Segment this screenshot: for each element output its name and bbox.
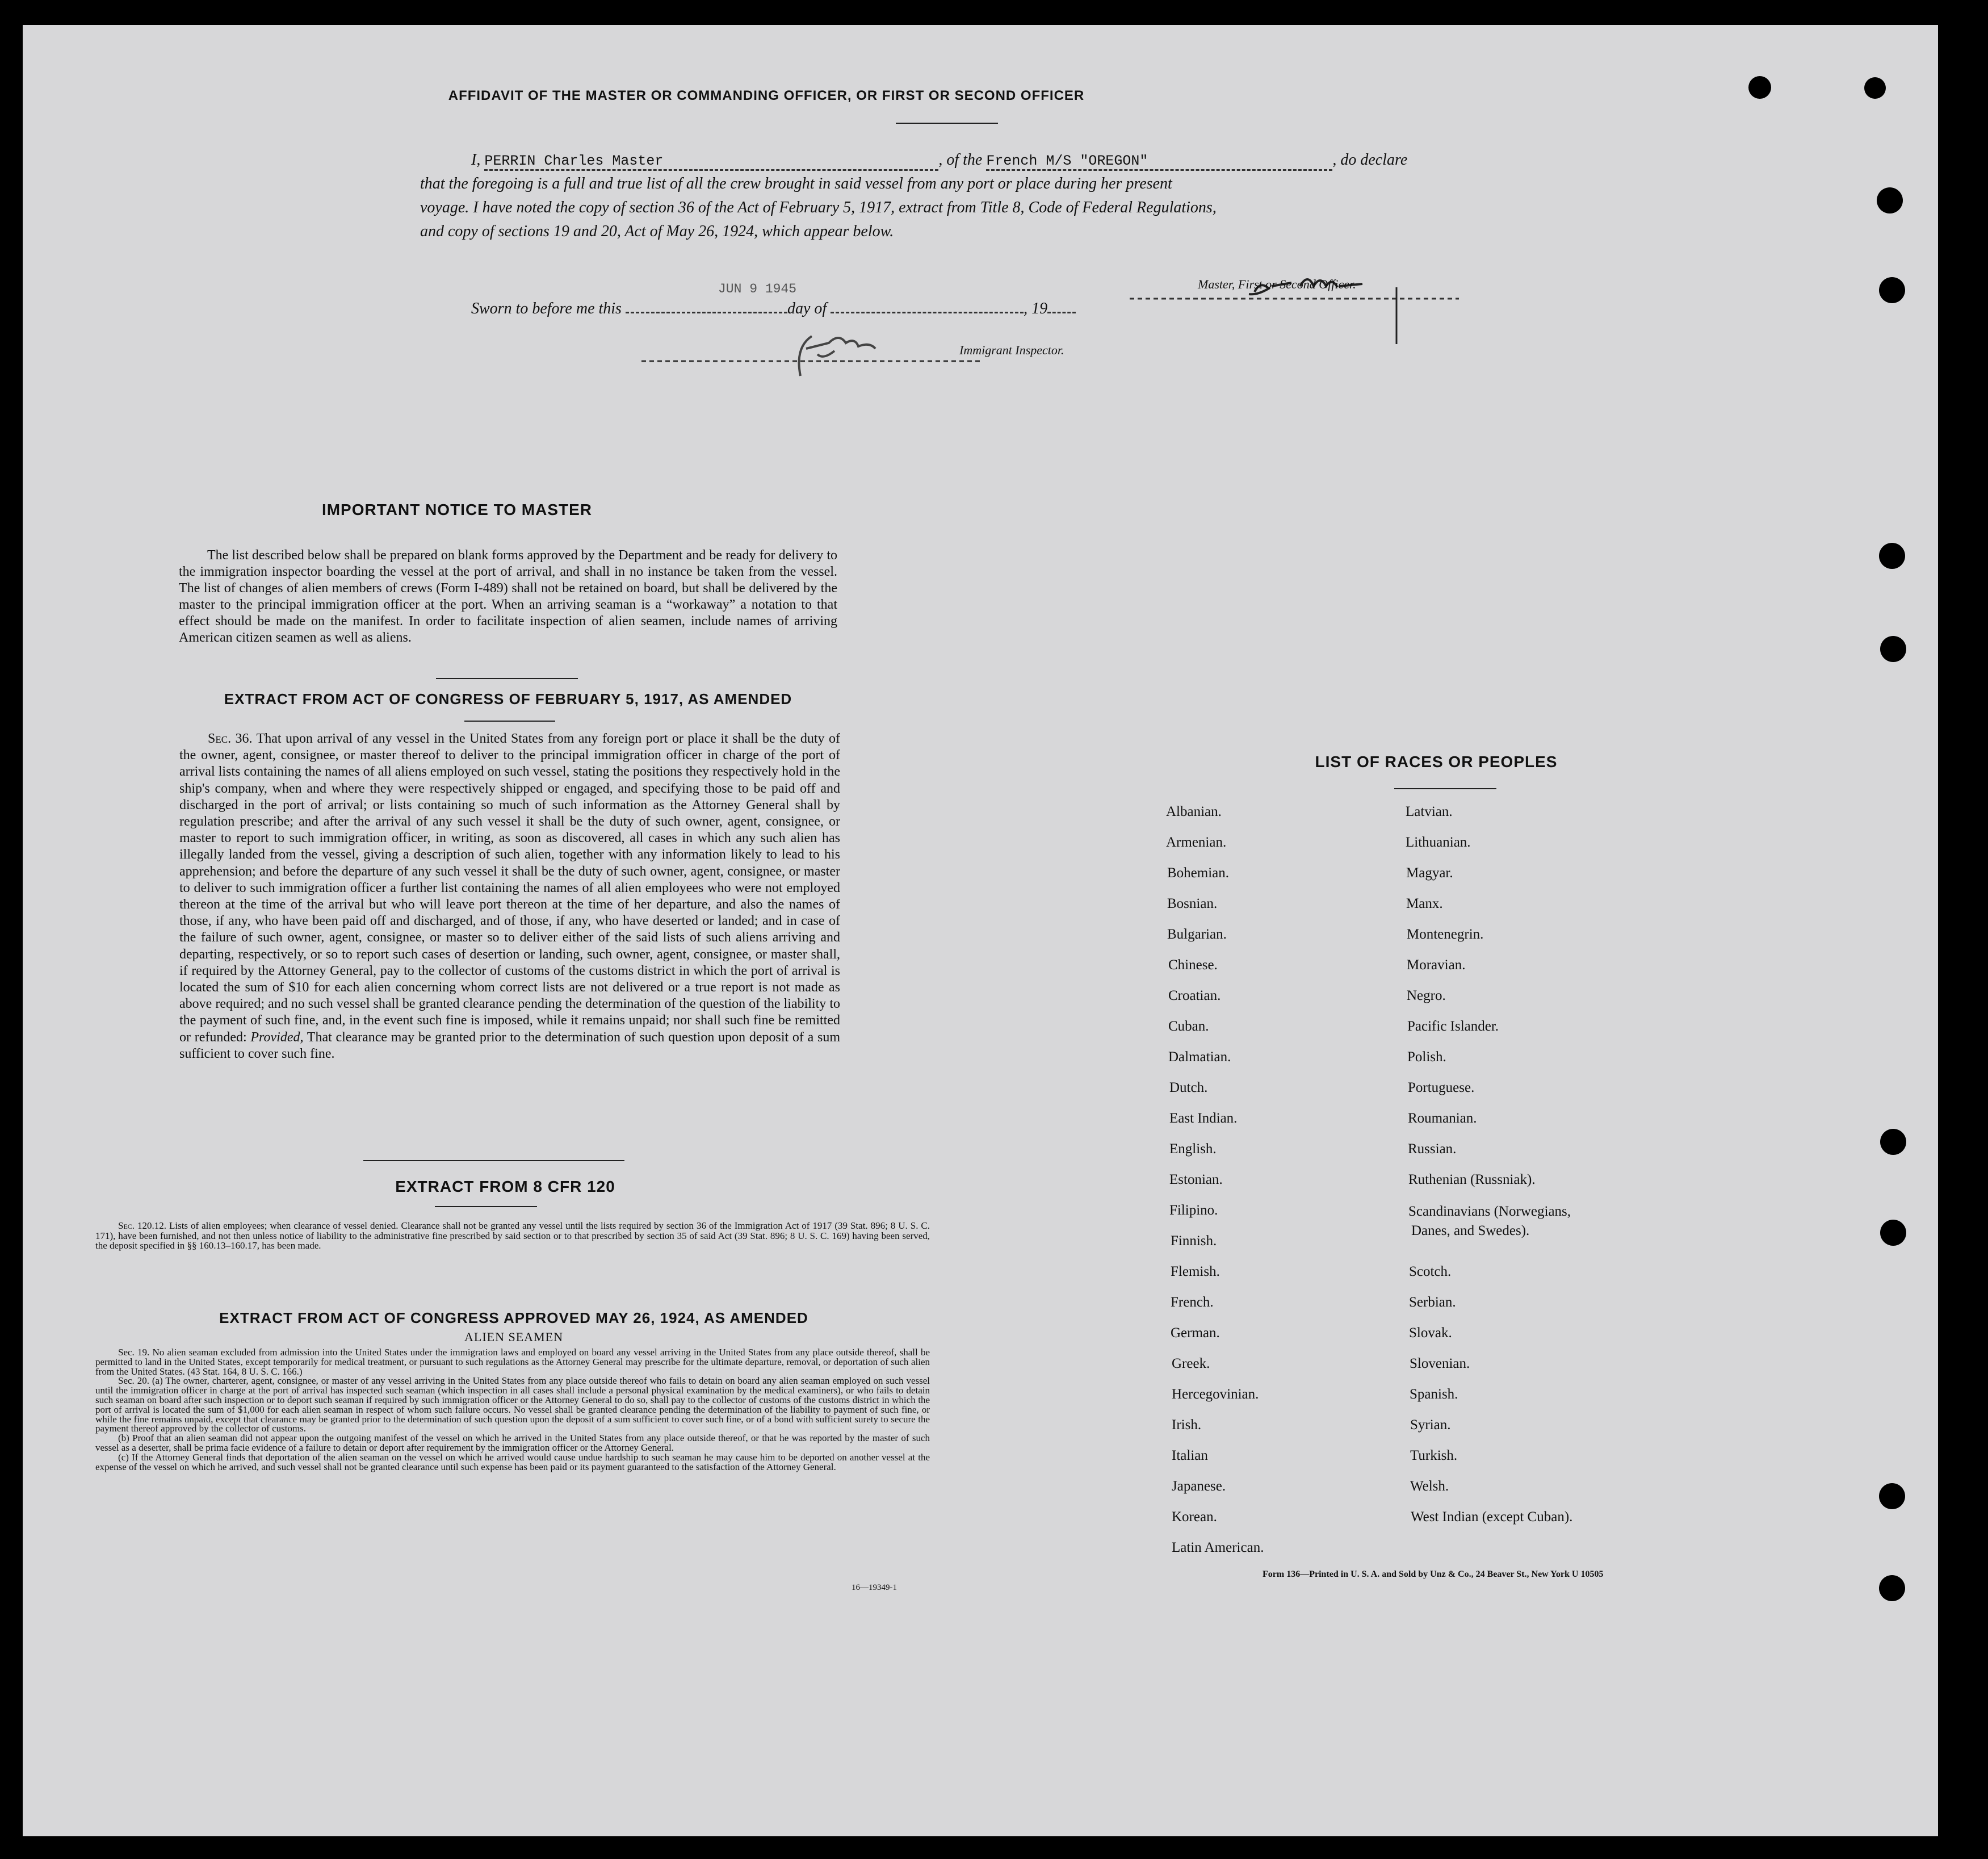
- race-item: Estonian.: [1169, 1172, 1223, 1187]
- inspector-signature: [641, 320, 993, 383]
- race-item: Chinese.: [1168, 957, 1218, 973]
- punch-hole: [1864, 77, 1886, 99]
- year-field: [1047, 312, 1076, 313]
- race-item: Latvian.: [1406, 804, 1453, 819]
- race-item: Roumanian.: [1408, 1111, 1477, 1126]
- race-item: Albanian.: [1166, 804, 1222, 819]
- race-item: Latin American.: [1172, 1540, 1264, 1555]
- race-item: Serbian.: [1409, 1295, 1456, 1310]
- race-item: Irish.: [1172, 1417, 1202, 1433]
- sec-36-tail: That clearance may be granted prior to the determination of such question upon deposit of a sum sufficient to cover such fine.: [179, 1029, 840, 1061]
- extract-1924-body: [95, 1348, 930, 1472]
- notice-body: The list described below shall be prepared on blank forms approved by the Department and be ready for delivery to the immigration inspector boarding the vessel at the port of arrival, and shall in no instance be taken from the vessel. The list of changes of alien members of crews (Form I-489) shall not be retained on board, but shall be delivered by the master to the principal immigration officer at the port. When an arriving seaman is a “workaway” a notation to that effect should be made on the manifest. In order to facilitate inspection of alien seamen, include names of arriving American citizen seamen as well as aliens.: [179, 548, 837, 645]
- master-caption: Master, First or Second Officer.: [1198, 277, 1356, 291]
- race-item: Russian.: [1408, 1141, 1457, 1157]
- race-item: East Indian.: [1169, 1111, 1238, 1126]
- races-title: LIST OF RACES OR PEOPLES: [1315, 753, 1558, 771]
- race-item: Magyar.: [1406, 865, 1453, 881]
- cfr-body: [95, 1221, 930, 1251]
- sworn-day-field: [626, 312, 787, 313]
- divider: [1394, 788, 1496, 789]
- sec-36-label: Sec. 36.: [208, 731, 253, 746]
- affidavit-title: AFFIDAVIT OF THE MASTER OR COMMANDING OFFICER, OR FIRST OR SECOND OFFICER: [448, 88, 1085, 103]
- affidavit-line-2: that the foregoing is a full and true list of all the crew brought in said vessel from any port or place during her present: [420, 175, 1172, 192]
- do-declare-text: , do declare: [1332, 151, 1408, 169]
- divider: [464, 721, 555, 722]
- master-signature: [1130, 246, 1482, 354]
- race-item: French.: [1171, 1295, 1214, 1310]
- sworn-month-field: [831, 312, 1024, 313]
- affidavit-line-1: [471, 151, 1407, 171]
- divider: [435, 1206, 537, 1207]
- sec-19-text: Sec. 19. No alien seaman excluded from admission into the United States under the immigration laws and employed on board any vessel arriving in the United States from any place outside thereof, shall be permitted to land in the United States, except temporarily for medical treatment, or pursuant to such regulations as the Attorney General may prescribe for the ultimate departure, removal, or deportation of such alien from the United States. (43 Stat. 164, 8 U. S. C. 166.): [95, 1347, 930, 1377]
- race-item: Ruthenian (Russniak).: [1408, 1172, 1536, 1187]
- race-item: Korean.: [1172, 1509, 1217, 1525]
- race-item: Manx.: [1406, 896, 1443, 911]
- divider: [436, 678, 578, 679]
- race-item: Lithuanian.: [1406, 835, 1471, 850]
- race-item: Slovenian.: [1410, 1356, 1470, 1371]
- punch-hole: [1748, 76, 1771, 99]
- punch-hole: [1879, 277, 1905, 303]
- punch-hole: [1880, 636, 1906, 662]
- year-text: , 19: [1024, 300, 1048, 317]
- of-the-text: , of the: [938, 151, 983, 169]
- sec-36-text: That upon arrival of any vessel in the United States from any foreign port or place it shall be the duty of the owner, agent, consignee, or master thereof to deliver to the principal immigration officer in charge of the port of arrival lists containing the names of all aliens employed on such vessel, stating the positions they respectively hold in the ship's company, when and where they were respectively shipped or engaged, and specifying those to be paid off and discharged in the port of arrival; or lists containing so much of such information as the Attorney General shall by regulation prescribe; and after the arrival of any such vessel it shall be the duty of such owner, agent, consignee, or master to report to such immigration officer, in writing, as soon as discovered, all cases in which any such alien has illegally landed from the vessel, giving a description of such alien, together with any information likely to lead to his apprehension; and before the departure of any such vessel it shall be the duty of such owner, agent, consignee, or master to deliver to such immigration officer a further list containing the names of all alien employees who were not employed thereon at the time of the arrival but who will leave port thereon at the time of her departure, and also the names of those, if any, who have been paid off and discharged, and of those, if any, who have deserted or landed; and in case of the failure of such owner, agent, consignee, or master so to deliver either of the said lists of such aliens arriving and departing, respectively, or so to report such cases of desertion or landing, such owner, agent, consignee, or master shall, if required by the Attorney General, pay to the collector of customs of the customs district in which the port of arrival is located the sum of $10 for each alien concerning whom correct lists are not delivered or a true report is not made as above required; and no such vessel shall be granted clearance pending the determination of the question of the liability to the payment of such fine, and, in the event such fine is imposed, while it remains unpaid; nor shall such fine be remitted or refunded:: [179, 731, 840, 1045]
- extract-1924-title: EXTRACT FROM ACT OF CONGRESS APPROVED MAY 26, 1924, AS AMENDED: [219, 1309, 808, 1326]
- punch-hole: [1879, 1575, 1905, 1601]
- race-item: Finnish.: [1171, 1233, 1217, 1249]
- master-name-field: PERRIN Charles Master: [484, 153, 938, 171]
- punch-hole: [1879, 1483, 1905, 1509]
- sworn-line: [471, 300, 1076, 318]
- extract-1917-body: [179, 731, 840, 1062]
- race-item: Scandinavians (Norwegians,: [1408, 1204, 1571, 1219]
- race-item: Moravian.: [1407, 957, 1466, 973]
- race-item: Dalmatian.: [1168, 1049, 1231, 1065]
- provided-text: Provided,: [250, 1029, 304, 1045]
- race-item: Syrian.: [1410, 1417, 1451, 1433]
- day-of-text: day of: [787, 300, 827, 317]
- race-item: Italian: [1172, 1448, 1208, 1463]
- race-item: Bulgarian.: [1167, 927, 1227, 942]
- sec-20b-text: (b) Proof that an alien seaman did not appear upon the outgoing manifest of the vessel on which he arrived in the United States from any place outside thereof, or that he was reported by the master of such vessel as a deserter, shall be prima facie evidence of a failure to detain or deport after requirement by the immigration officer or the Attorney General.: [95, 1433, 930, 1453]
- race-item: Cuban.: [1168, 1019, 1209, 1034]
- race-item: West Indian (except Cuban).: [1411, 1509, 1573, 1525]
- race-item: German.: [1171, 1325, 1220, 1341]
- race-item: Dutch.: [1169, 1080, 1208, 1095]
- race-item: Greek.: [1172, 1356, 1210, 1371]
- form-code: 16—19349-1: [852, 1583, 897, 1592]
- date-stamp: JUN 9 1945: [718, 282, 797, 296]
- affidavit-line-3: voyage. I have noted the copy of section 36 of the Act of February 5, 1917, extract from Title 8, Code of Federal Regulations,: [420, 199, 1217, 216]
- race-item: Slovak.: [1409, 1325, 1452, 1341]
- inspector-caption: Immigrant Inspector.: [959, 343, 1064, 357]
- race-item: Japanese.: [1172, 1479, 1226, 1494]
- race-item: Armenian.: [1166, 835, 1227, 850]
- race-item: Filipino.: [1169, 1203, 1218, 1218]
- race-item: Portuguese.: [1408, 1080, 1475, 1095]
- sec-20c-text: (c) If the Attorney General finds that deportation of the alien seaman on the vessel on which he arrived would cause undue hardship to such seaman he may cause him to be deported on another vessel at the expense of the vessel on which he arrived, and such vessel shall not be granted clearance until such expense has been paid or its payment guaranteed to the satisfaction of the Attorney General.: [95, 1451, 930, 1472]
- punch-hole: [1879, 543, 1905, 569]
- punch-hole: [1880, 1220, 1906, 1246]
- divider: [896, 123, 998, 124]
- race-item: Bosnian.: [1167, 896, 1218, 911]
- alien-seamen-subtitle: ALIEN SEAMEN: [464, 1330, 563, 1344]
- punch-hole: [1880, 1129, 1906, 1155]
- race-item: Danes, and Swedes).: [1411, 1223, 1530, 1238]
- race-item: Montenegrin.: [1407, 927, 1484, 942]
- cfr-sec-text: Lists of alien employees; when clearance of vessel denied. Clearance shall not be granted any vessel until the lists required by section 36 of the Immigration Act of 1917 (39 Stat. 896; 8 U. S. C. 171), have been furnished, and not then unless notice of liability to the administrative fine prescribed by said section or to that prescribed by section 35 of said Act (39 Stat. 896; 8 U. S. C. 169) having been served, the deposit specified in §§ 160.13–160.17, has been made.: [95, 1220, 930, 1251]
- race-item: Spanish.: [1410, 1387, 1458, 1402]
- notice-title: IMPORTANT NOTICE TO MASTER: [321, 501, 593, 518]
- race-item: Hercegovinian.: [1172, 1387, 1259, 1402]
- race-item: Croatian.: [1168, 988, 1221, 1003]
- race-item: Flemish.: [1171, 1264, 1220, 1279]
- affidavit-line-4: and copy of sections 19 and 20, Act of May 26, 1924, which appear below.: [420, 223, 894, 240]
- document-page: [23, 25, 1938, 1836]
- sworn-text: Sworn to before me this: [471, 300, 622, 317]
- punch-hole: [1877, 187, 1903, 213]
- race-item: Pacific Islander.: [1407, 1019, 1499, 1034]
- divider: [363, 1160, 624, 1161]
- race-item: Negro.: [1407, 988, 1446, 1003]
- cfr-title: EXTRACT FROM 8 CFR 120: [395, 1178, 615, 1195]
- cfr-sec-label: Sec. 120.12.: [118, 1220, 166, 1231]
- sec-20a-text: Sec. 20. (a) The owner, charterer, agent, consignee, or master of any vessel arriving in the United States from any place outside thereof who fails to detain on board any alien seaman employed on such vessel until the immigration officer in charge at the port of arrival has inspected such seaman (which inspection in all cases shall include a personal physical examination by the medical examiners), or who fails to detain such seaman on board after such inspection or to deport such seaman if required by such immigration officer or the Attorney General to do so, shall pay to the collector of customs of the customs district in which the port of arrival is located the sum of $1,000 for each alien seaman in respect of whom such failure occurs. No vessel shall be granted clearance pending the determination of the liability to payment of such fine, or while the fine remains unpaid, except that clearance may be granted prior to the determination of such question upon the deposit of a sum sufficient to cover such fine, or of a bond with sufficient surety to secure the payment thereof approved by the collector of customs.: [95, 1375, 930, 1434]
- race-item: Bohemian.: [1167, 865, 1230, 881]
- race-item: Scotch.: [1409, 1264, 1452, 1279]
- form-footer: Form 136—Printed in U. S. A. and Sold by Unz & Co., 24 Beaver St., New York U 10505: [1263, 1569, 1604, 1579]
- race-item: Welsh.: [1410, 1479, 1449, 1494]
- vessel-name-field: French M/S "OREGON": [986, 153, 1332, 171]
- extract-1917-title: EXTRACT FROM ACT OF CONGRESS OF FEBRUARY 5, 1917, AS AMENDED: [224, 690, 792, 707]
- race-item: English.: [1169, 1141, 1217, 1157]
- race-item: Turkish.: [1410, 1448, 1458, 1463]
- race-item: Polish.: [1407, 1049, 1446, 1065]
- affidavit-prefix: I,: [471, 151, 481, 169]
